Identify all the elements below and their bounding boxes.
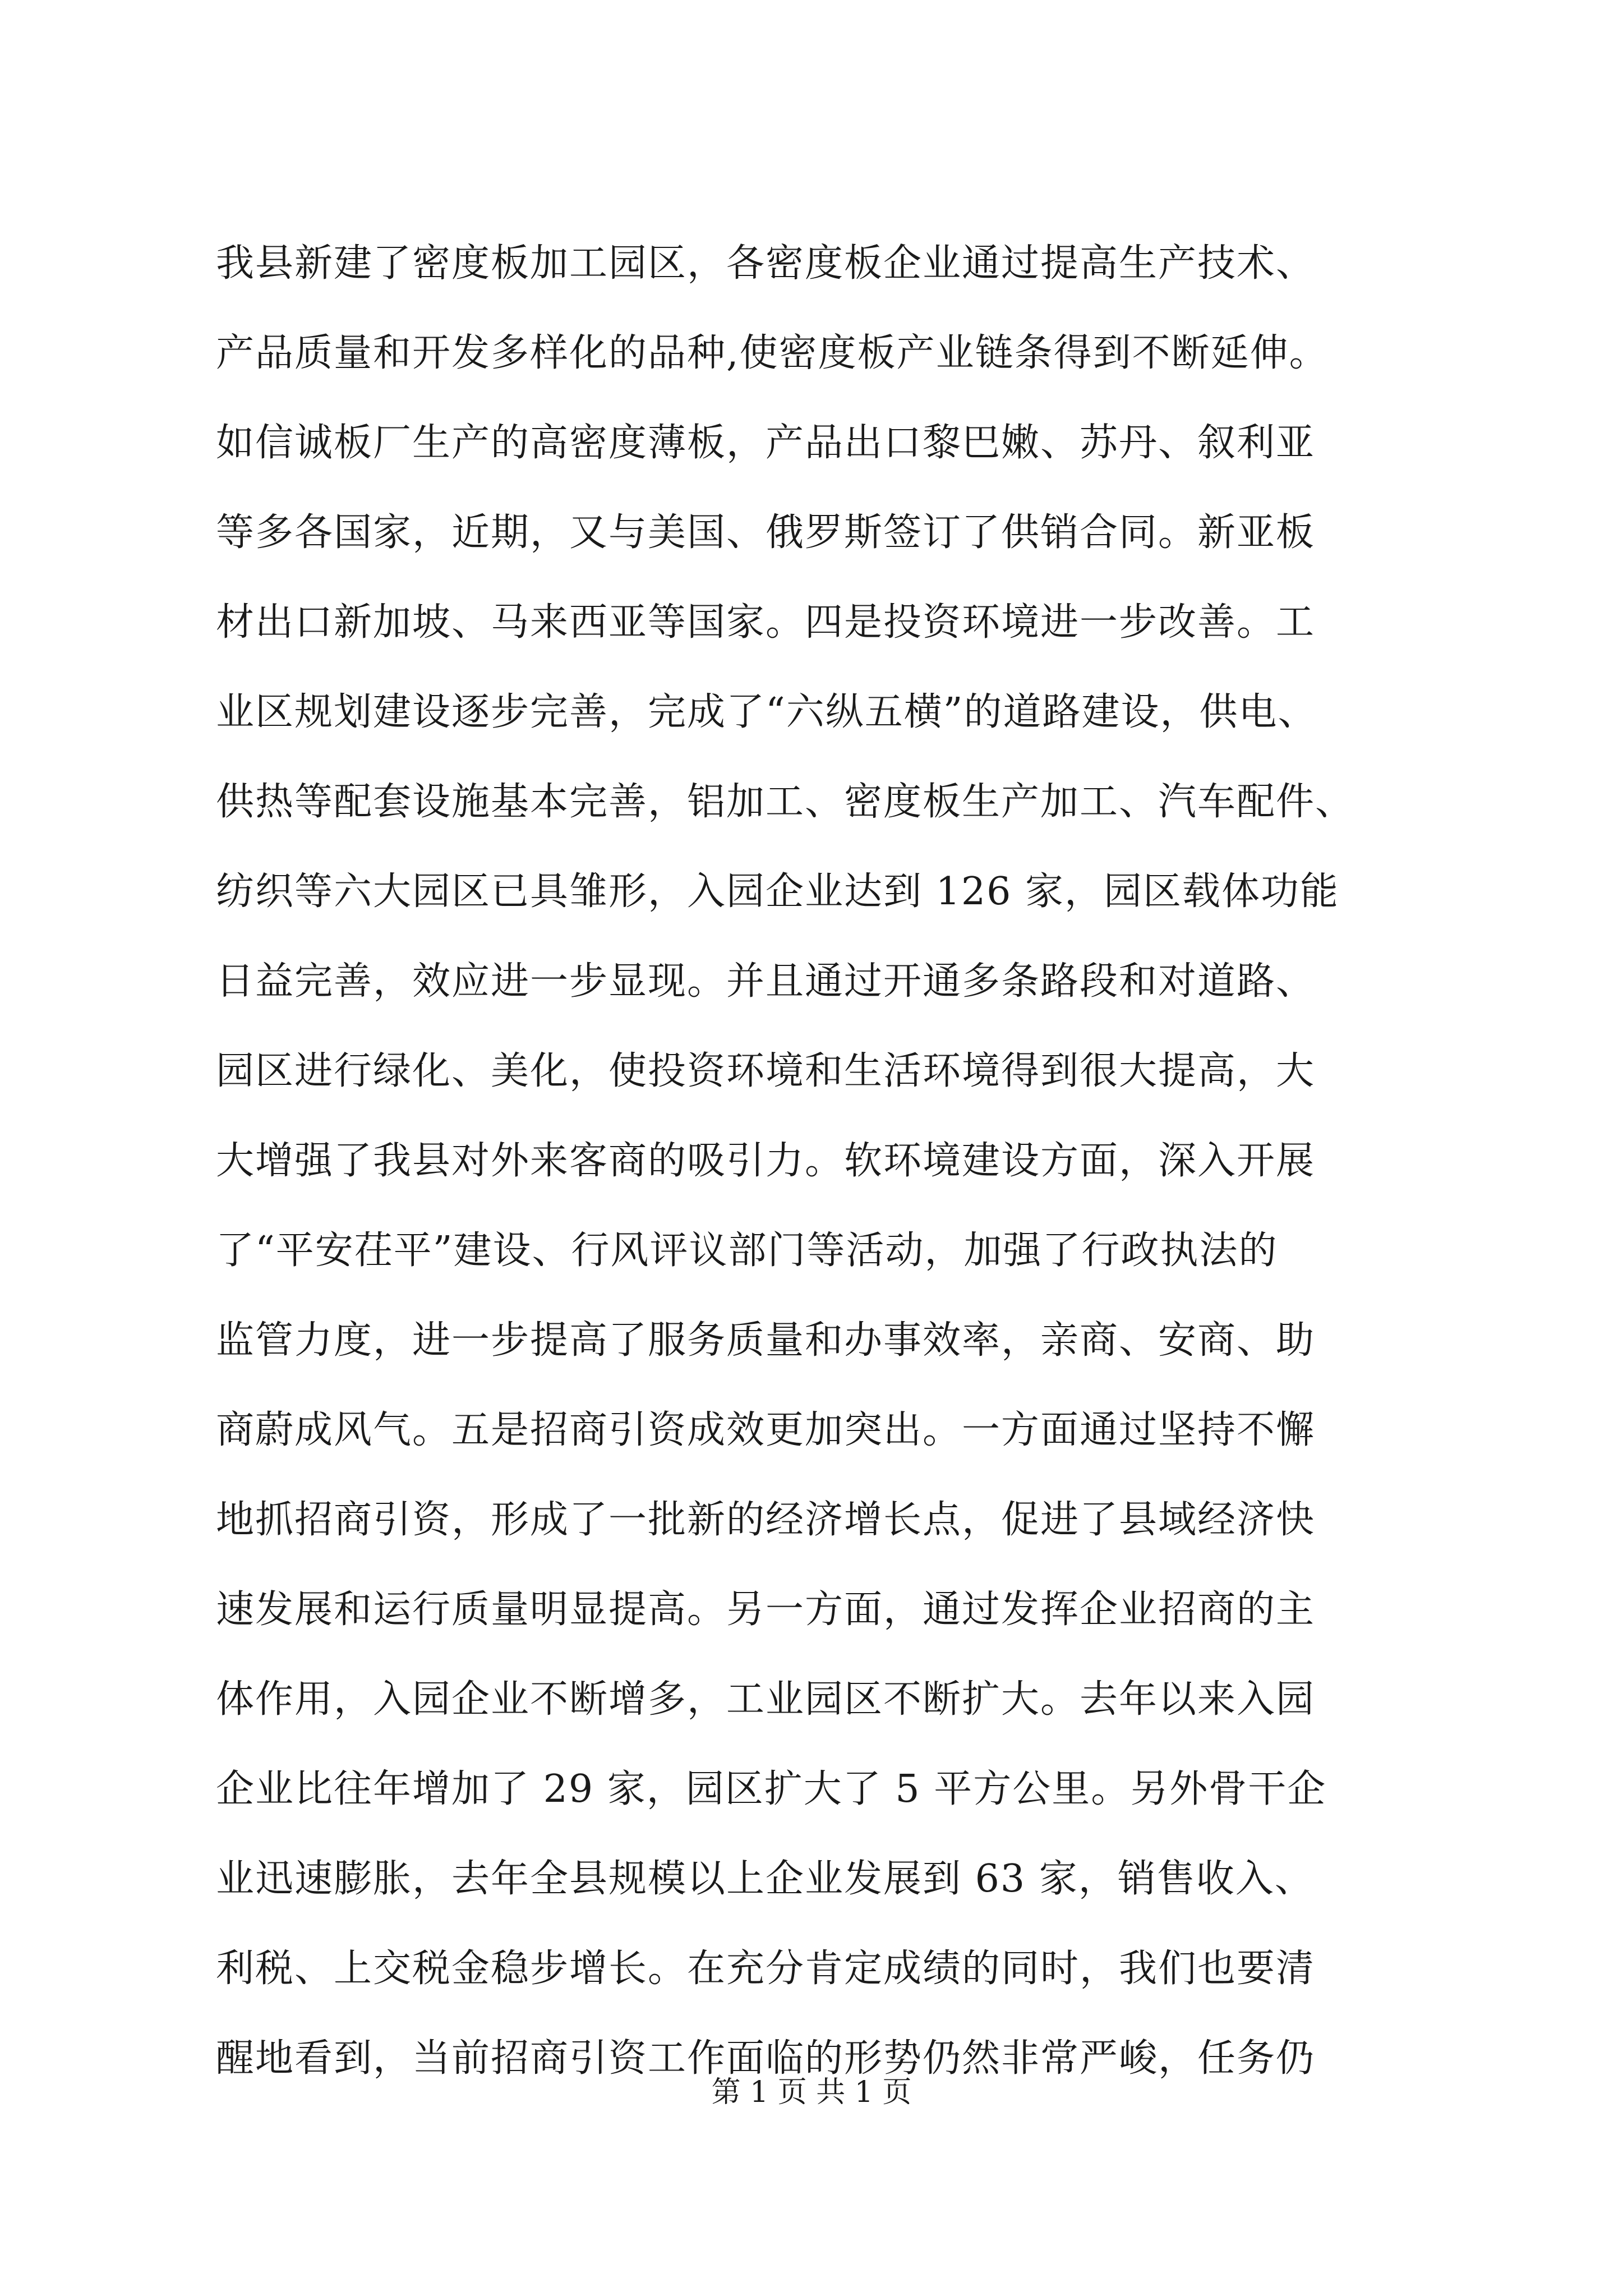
text-line: 大增强了我县对外来客商的吸引力。软环境建设方面，深入开展	[216, 1139, 1316, 1183]
text-line: 商蔚成风气。五是招商引资成效更加突出。一方面通过坚持不懈	[216, 1408, 1316, 1452]
text-line: 监管力度，进一步提高了服务质量和办事效率，亲商、安商、助	[216, 1318, 1316, 1363]
text-line: 业迅速膨胀，去年全县规模以上企业发展到 63 家，销售收入、	[216, 1857, 1314, 1901]
text-line: 我县新建了密度板加工园区，各密度板企业通过提高生产技术、	[216, 241, 1316, 286]
text-line: 业区规划建设逐步完善，完成了“六纵五横”的道路建设，供电、	[216, 690, 1317, 734]
text-line: 醒地看到，当前招商引资工作面临的形势仍然非常严峻，任务仍	[216, 2036, 1316, 2081]
text-line: 等多各国家，近期，又与美国、俄罗斯签订了供销合同。新亚板	[216, 510, 1316, 555]
text-line: 了“平安茌平”建设、行风评议部门等活动，加强了行政执法的	[216, 1228, 1278, 1273]
text-line: 如信诚板厂生产的高密度薄板，产品出口黎巴嫩、苏丹、叙利亚	[216, 421, 1316, 465]
text-line: 利税、上交税金稳步增长。在充分肯定成绩的同时，我们也要清	[216, 1947, 1316, 1991]
text-line: 体作用，入园企业不断增多，工业园区不断扩大。去年以来入园	[216, 1677, 1316, 1722]
text-line: 速发展和运行质量明显提高。另一方面，通过发挥企业招商的主	[216, 1588, 1316, 1632]
text-line: 日益完善，效应进一步显现。并且通过开通多条路段和对道路、	[216, 959, 1316, 1004]
text-line: 纺织等六大园区已具雏形，入园企业达到 126 家，园区载体功能	[216, 869, 1340, 914]
text-line: 材出口新加坡、马来西亚等国家。四是投资环境进一步改善。工	[216, 600, 1316, 645]
text-line: 园区进行绿化、美化，使投资环境和生活环境得到很大提高，大	[216, 1049, 1316, 1093]
body-text	[216, 219, 1478, 2104]
text-line: 企业比往年增加了 29 家，园区扩大了 5 平方公里。另外骨干企	[216, 1767, 1327, 1811]
text-line: 地抓招商引资，形成了一批新的经济增长点，促进了县域经济快	[216, 1498, 1316, 1542]
text-line: 产品质量和开发多样化的品种,使密度板产业链条得到不断延伸。	[216, 331, 1329, 375]
page-footer: 第 1 页 共 1 页	[711, 2076, 912, 2109]
text-line: 供热等配套设施基本完善，铝加工、密度板生产加工、汽车配件、	[216, 780, 1355, 824]
